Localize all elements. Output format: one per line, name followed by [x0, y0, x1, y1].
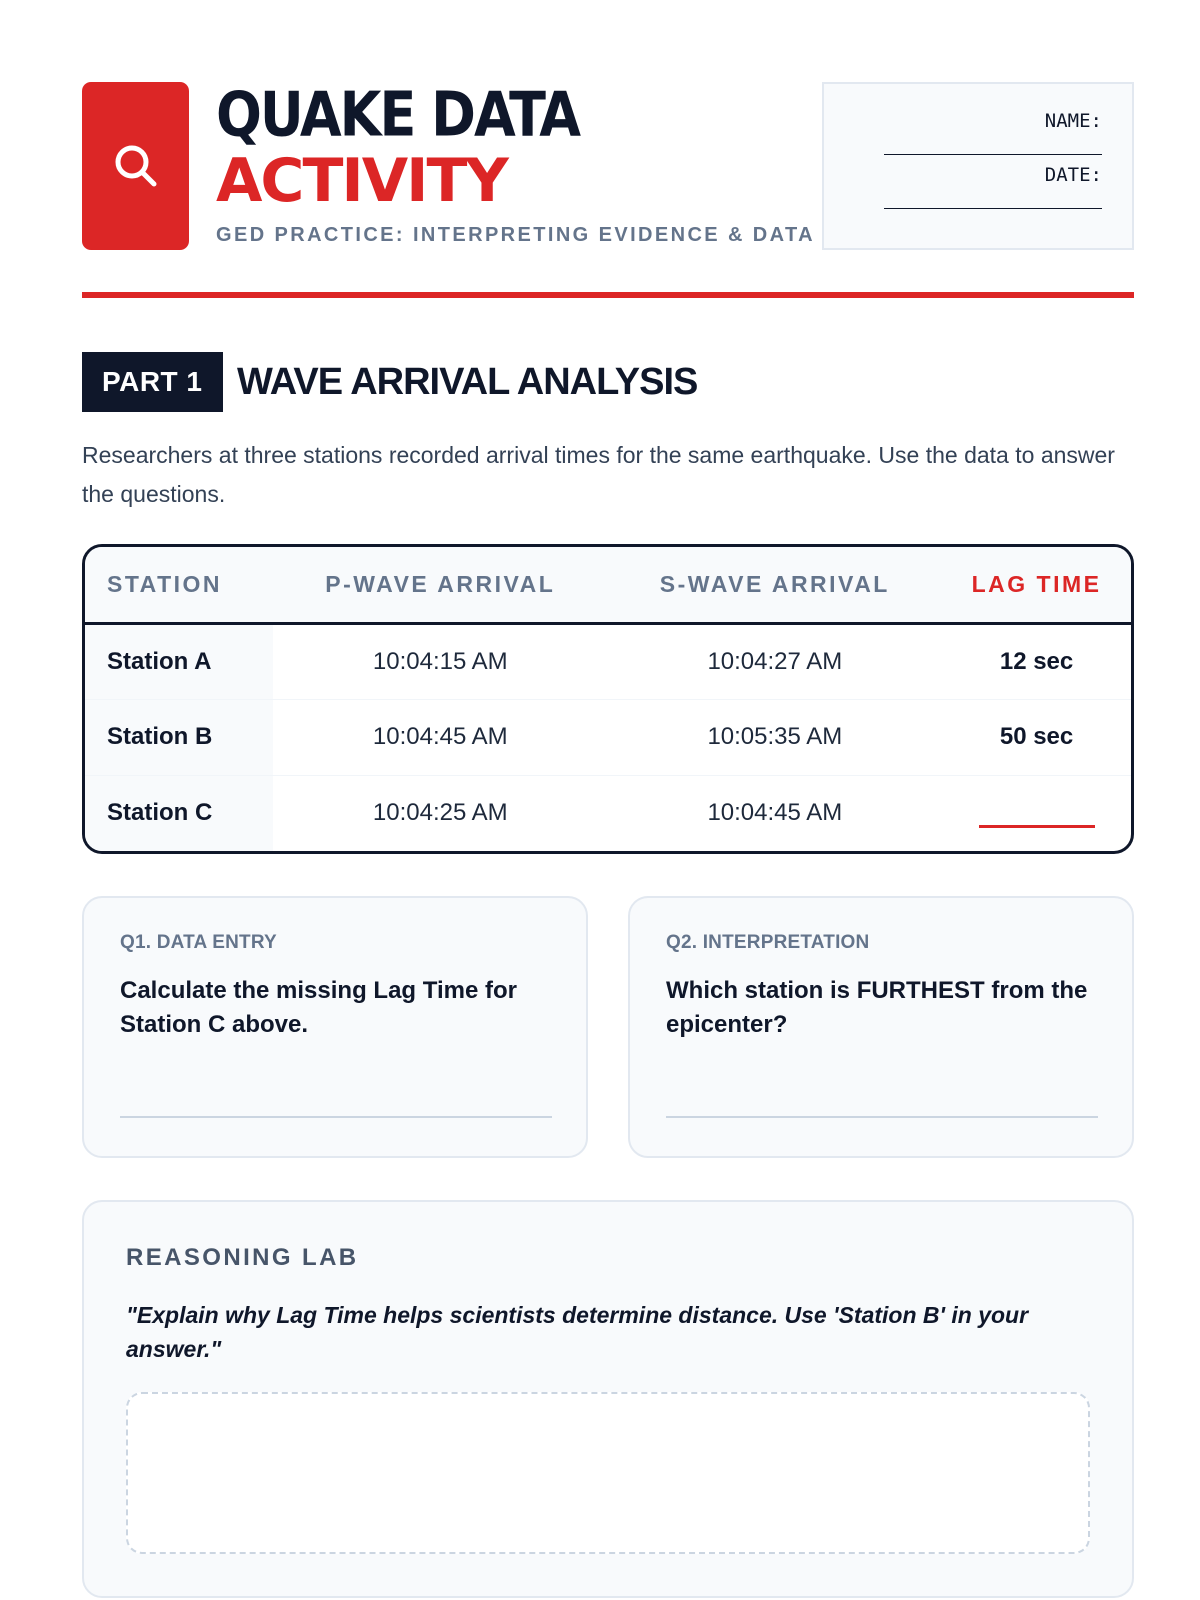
station-name: Station C [85, 775, 273, 851]
p-wave-time: 10:04:45 AM [273, 699, 608, 775]
date-field[interactable] [884, 208, 1102, 209]
question-text-part: from the epicenter? [666, 977, 1088, 1038]
lag-time: 12 sec [942, 623, 1131, 699]
question-label: Q1. DATA ENTRY [120, 932, 277, 953]
lag-time: 50 sec [942, 699, 1131, 775]
question-text [666, 974, 1106, 1042]
worksheet-header [82, 79, 1134, 250]
wave-arrival-table [82, 544, 1134, 854]
question-card-q1 [82, 896, 588, 1158]
part-tag: PART 1 [82, 352, 223, 412]
worksheet-title [216, 79, 580, 216]
station-name: Station A [85, 623, 273, 699]
column-header-p-wave: P-WAVE ARRIVAL [273, 547, 608, 623]
date-label: DATE: [1044, 164, 1102, 186]
station-name: Station B [85, 699, 273, 775]
question-text-part: Which station is [666, 977, 857, 1004]
p-wave-time: 10:04:15 AM [273, 623, 608, 699]
column-header-lag-time: LAG TIME [942, 547, 1131, 623]
question-label: Q2. INTERPRETATION [666, 932, 870, 953]
intro-text: Researchers at three stations recorded arrival times for the same earthquake. Use the data to answer the questions. [82, 442, 1115, 507]
answer-line-q1[interactable] [120, 1116, 552, 1118]
header-divider [82, 292, 1134, 298]
s-wave-time: 10:05:35 AM [608, 699, 943, 775]
reasoning-lab-title: REASONING LAB [126, 1244, 359, 1271]
logo-badge [82, 82, 189, 250]
table-row [85, 623, 1131, 699]
question-card-q2 [628, 896, 1134, 1158]
question-text: Calculate the missing Lag Time for Station C above. [120, 977, 517, 1038]
column-header-s-wave: S-WAVE ARRIVAL [608, 547, 943, 623]
table-row [85, 775, 1131, 851]
title-line-2: ACTIVITY [216, 146, 507, 216]
part-title: WAVE ARRIVAL ANALYSIS [237, 361, 698, 403]
table-row [85, 699, 1131, 775]
p-wave-time: 10:04:25 AM [372, 799, 508, 827]
lag-time-answer-blank[interactable] [979, 825, 1095, 828]
answer-line-q2[interactable] [666, 1116, 1098, 1118]
worksheet-subtitle: GED PRACTICE: INTERPRETING EVIDENCE & DATA [216, 224, 815, 246]
table-header-row [85, 547, 1131, 623]
search-icon [112, 142, 160, 190]
reasoning-lab [82, 1200, 1134, 1598]
name-label: NAME: [1044, 110, 1102, 132]
column-header-station: STATION [85, 547, 273, 623]
reasoning-lab-prompt: "Explain why Lag Time helps scientists determine distance. Use 'Station B' in your answer." [126, 1302, 1029, 1362]
lag-time-blank-cell [942, 775, 1131, 851]
name-field[interactable] [884, 154, 1102, 155]
reasoning-answer-box[interactable] [126, 1392, 1090, 1554]
question-emphasis: FURTHEST [856, 977, 985, 1004]
s-wave-time: 10:04:27 AM [608, 623, 943, 699]
name-date-box [822, 82, 1134, 250]
s-wave-time: 10:04:45 AM [707, 799, 843, 827]
title-line-1: QUAKE DATA [216, 79, 580, 151]
